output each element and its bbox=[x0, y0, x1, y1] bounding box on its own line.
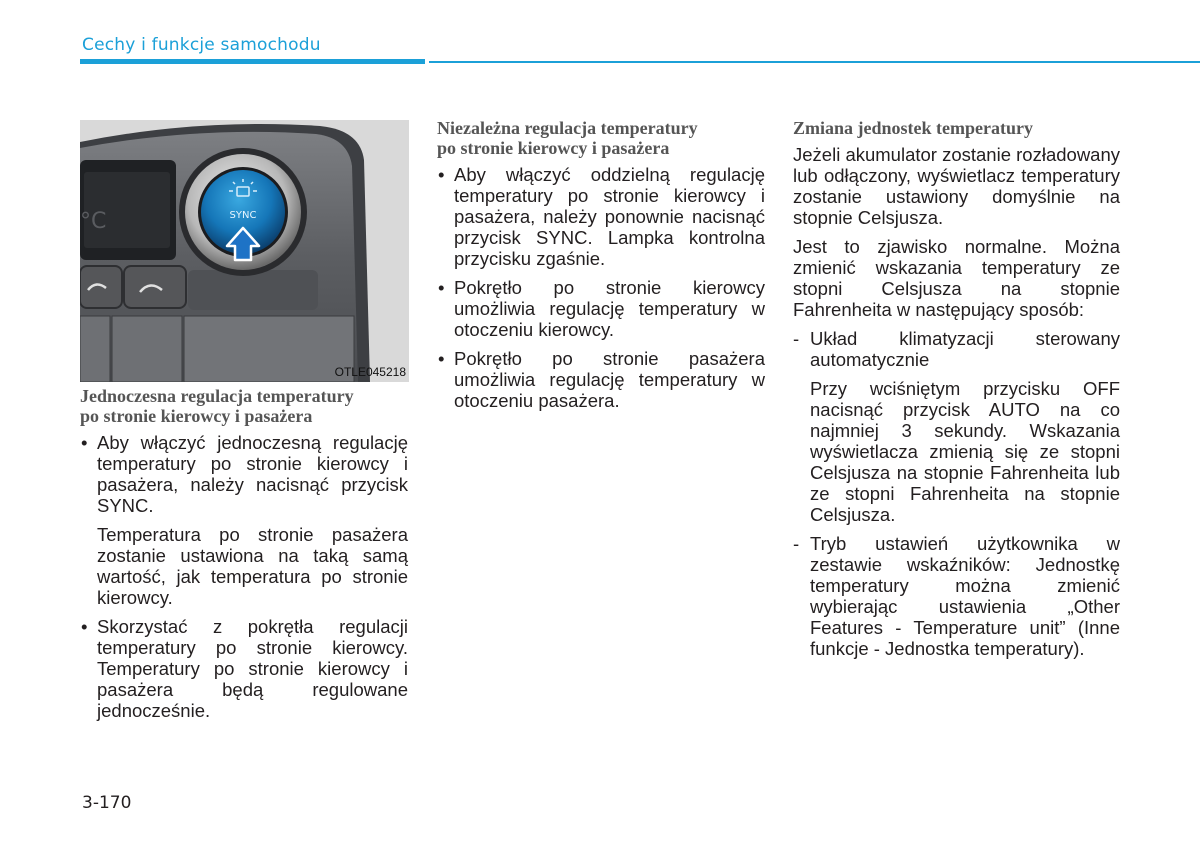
bullet-list bbox=[437, 164, 765, 411]
bullet-item: • Pokrętło po stronie kierowcy umożliwia regulację temperatury w otoczeniu kierowcy. bbox=[437, 277, 765, 340]
heading-line: Niezależna regulacja temperatury bbox=[437, 118, 698, 138]
dash-item: - Układ klimatyzacji sterowany automatycznie bbox=[793, 328, 1120, 370]
dash-list bbox=[793, 533, 1120, 659]
page-header-title: Cechy i funkcje samochodu bbox=[82, 35, 321, 55]
dash-list bbox=[793, 328, 1120, 370]
bullet-item: • Aby włączyć oddzielną regulację temperatury po stronie kierowcy i pasażera, należy ponownie nacisnąć przycisk SYNC. Lampka kontrolna przycisku zgaśnie. bbox=[437, 164, 765, 269]
section-heading-simultaneous bbox=[80, 386, 408, 426]
paragraph: Jest to zjawisko normalne. Można zmienić wskazania temperatury ze stopni Celsjusza na stopnie Fahrenheita w następujący sposób: bbox=[793, 236, 1120, 320]
dash-item: - Tryb ustawień użytkownika w zestawie wskaźników: Jednostkę temperatury można zmienić wybierając ustawienia „Other Features - Temperature unit” (Inne funkcje - Jednostka temperatury). bbox=[793, 533, 1120, 659]
section-heading-independent bbox=[437, 118, 765, 158]
bullet-item: • Aby włączyć jednoczesną regulację temperatury po stronie kierowcy i pasażera, należy nacisnąć przycisk SYNC. bbox=[80, 432, 408, 516]
section-heading-units: Zmiana jednostek temperatury bbox=[793, 118, 1033, 138]
paragraph: Jeżeli akumulator zostanie rozładowany lub odłączony, wyświetlacz temperatury zostanie ustawiony domyślnie na stopnie Celsjusza. bbox=[793, 144, 1121, 228]
dash-continuation: Przy wciśniętym przycisku OFF nacisnąć przycisk AUTO na co najmniej 3 sekundy. Wskazania wyświetlacza zmienią się ze stopni Celsjusza na stopnie Fahrenheita lub ze stopni Fahrenheita na stopnie Celsjusza. bbox=[810, 378, 1120, 525]
bullet-continuation: Temperatura po stronie pasażera zostanie ustawiona na taką samą wartość, jak temperatura po stronie kierowcy. bbox=[97, 524, 408, 608]
figure-code: OTLE045218 bbox=[334, 365, 406, 379]
sync-button-photo bbox=[80, 120, 409, 382]
heading-line: po stronie kierowcy i pasażera bbox=[437, 138, 670, 158]
header-rule-thick bbox=[80, 59, 425, 64]
sync-button-label: SYNC bbox=[229, 210, 257, 221]
column-temperature-units bbox=[793, 118, 1120, 667]
column-independent-control bbox=[437, 118, 765, 419]
header-rule-thin bbox=[429, 61, 1200, 63]
bullet-list bbox=[80, 616, 408, 721]
display-degree-text: °C bbox=[80, 209, 107, 234]
bullet-item: • Skorzystać z pokrętła regulacji temperatury po stronie kierowcy. Temperatury po stronie kierowcy i pasażera będą regulowane jednocześnie. bbox=[80, 616, 408, 721]
heading-line: po stronie kierowcy i pasażera bbox=[80, 406, 313, 426]
page-number: 3-170 bbox=[82, 793, 132, 813]
heading-line: Jednoczesna regulacja temperatury bbox=[80, 386, 354, 406]
climate-panel-illustration bbox=[80, 120, 409, 382]
column-simultaneous-control bbox=[80, 386, 408, 729]
bullet-item: • Pokrętło po stronie pasażera umożliwia regulację temperatury w otoczeniu pasażera. bbox=[437, 348, 765, 411]
bullet-list bbox=[80, 432, 408, 516]
